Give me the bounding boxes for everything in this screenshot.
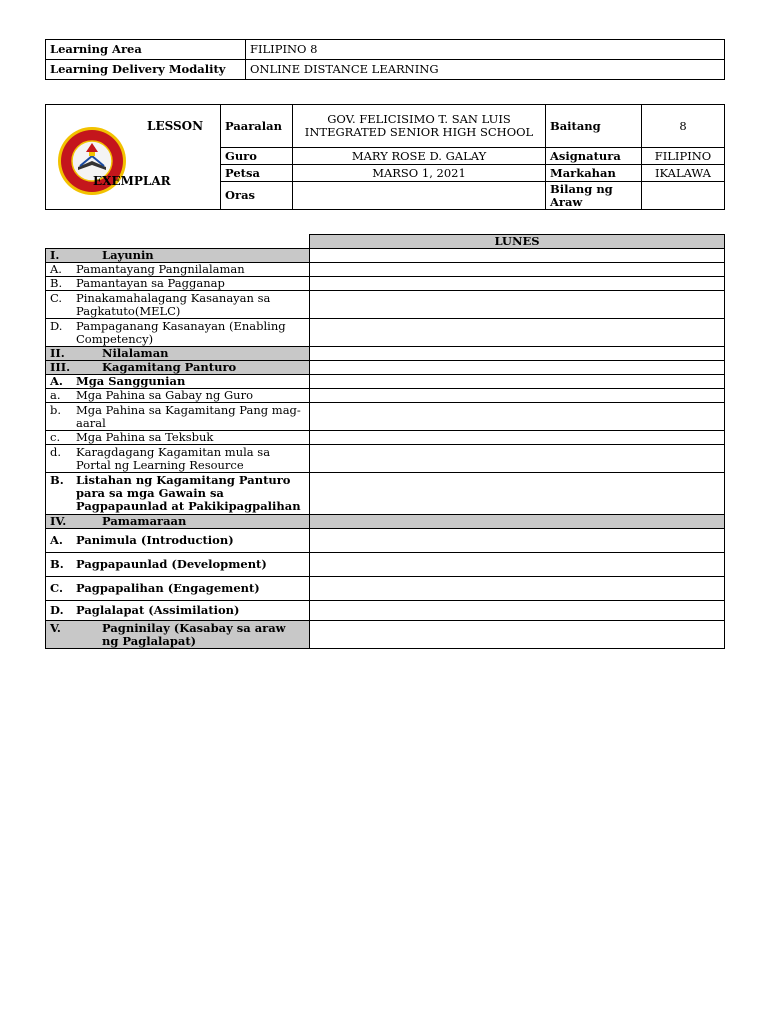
row-label: Mga Pahina sa Gabay ng Guro <box>76 388 253 402</box>
row-label: Pagpapaunlad (Development) <box>76 557 267 571</box>
modality-row <box>46 60 725 80</box>
row-label: Mga Pahina sa Teksbuk <box>76 430 214 444</box>
asignatura-label: Asignatura <box>546 148 642 165</box>
table-row <box>46 291 725 319</box>
modality-value: ONLINE DISTANCE LEARNING <box>246 60 725 80</box>
row-label: Pagninilay (Kasabay sa araw ng Paglalapat) <box>102 620 286 648</box>
row-label: Layunin <box>102 248 154 262</box>
table-row <box>46 263 725 277</box>
row-label: Pampaganang Kasanayan (Enabling Competency) <box>76 318 286 346</box>
table-row <box>46 249 725 263</box>
row-label: Paglalapat (Assimilation) <box>76 603 240 617</box>
row-num: D. <box>50 603 64 617</box>
row-num: IV. <box>50 514 67 528</box>
row-num: A. <box>50 533 63 547</box>
guro-label: Guro <box>221 148 293 165</box>
row-num: c. <box>50 430 61 444</box>
row-num: d. <box>50 444 62 459</box>
row-num: II. <box>50 346 65 360</box>
row-label: Pamantayan sa Pagganap <box>76 276 225 290</box>
lesson-exemplar-cell <box>46 105 221 210</box>
day-header-row <box>46 235 725 249</box>
oras-label: Oras <box>221 182 293 210</box>
table-row <box>46 621 725 649</box>
markahan-label: Markahan <box>546 165 642 182</box>
markahan-value: IKALAWA <box>642 165 725 182</box>
table-row <box>46 601 725 621</box>
row-num: B. <box>50 557 64 571</box>
petsa-value: MARSO 1, 2021 <box>293 165 546 182</box>
row-label: Kagamitang Panturo <box>102 360 237 374</box>
row-label: Pamantayang Pangnilalaman <box>76 262 245 276</box>
row-num: A. <box>50 262 62 276</box>
table-row <box>46 431 725 445</box>
table-row <box>46 553 725 577</box>
table-row <box>46 473 725 515</box>
row-num: a. <box>50 388 61 402</box>
learning-area-row <box>46 40 725 60</box>
lesson-info-table <box>45 104 725 210</box>
asignatura-value: FILIPINO <box>642 148 725 165</box>
table-row <box>46 319 725 347</box>
table-row <box>46 361 725 375</box>
lesson-plan-table <box>45 234 725 649</box>
row-label: Pinakamahalagang Kasanayan sa Pagkatuto(MELC) <box>76 290 271 318</box>
learning-area-value: FILIPINO 8 <box>246 40 725 60</box>
bilang-value <box>642 182 725 210</box>
row-label: Listahan ng Kagamitang Panturo para sa mga Gawain sa Pagpapaunlad at Pakikipagpalihan <box>76 473 301 513</box>
modality-label: Learning Delivery Modality <box>46 60 246 80</box>
row-label: Panimula (Introduction) <box>76 533 234 547</box>
exemplar-word: EXEMPLAR <box>93 174 171 188</box>
day-header-lunes: LUNES <box>310 235 725 249</box>
paaralan-label: Paaralan <box>221 105 293 148</box>
row-num: B. <box>50 276 63 290</box>
table-row <box>46 277 725 291</box>
baitang-value: 8 <box>642 105 725 148</box>
row-label: Mga Sanggunian <box>76 374 186 388</box>
guro-value: MARY ROSE D. GALAY <box>293 148 546 165</box>
row-num: A. <box>50 374 63 388</box>
row-label: Pamamaraan <box>102 514 187 528</box>
table-row <box>46 403 725 431</box>
baitang-label: Baitang <box>546 105 642 148</box>
table-row <box>46 375 725 389</box>
row-label: Pagpapalihan (Engagement) <box>76 581 260 595</box>
table-row <box>46 445 725 473</box>
row-num: b. <box>50 402 62 417</box>
table-row <box>46 529 725 553</box>
row-num: D. <box>50 318 63 333</box>
row-label: Karagdagang Kagamitan mula sa Portal ng Learning Resource <box>76 444 271 472</box>
row-num: B. <box>50 473 64 487</box>
row-label: Mga Pahina sa Kagamitang Pang mag-aaral <box>76 402 301 430</box>
table-row <box>46 577 725 601</box>
row-num: III. <box>50 360 71 374</box>
learning-area-label: Learning Area <box>46 40 246 60</box>
table-row <box>46 347 725 361</box>
table-row <box>46 515 725 529</box>
oras-value <box>293 182 546 210</box>
header-table <box>45 39 725 80</box>
bilang-label: Bilang ng Araw <box>546 182 642 210</box>
row-num: V. <box>50 620 61 635</box>
paaralan-value: GOV. FELICISIMO T. SAN LUIS INTEGRATED SENIOR HIGH SCHOOL <box>293 105 546 148</box>
row-num: I. <box>50 248 60 262</box>
row-label: Nilalaman <box>102 346 169 360</box>
row-num: C. <box>50 290 63 305</box>
petsa-label: Petsa <box>221 165 293 182</box>
row-num: C. <box>50 581 63 595</box>
table-row <box>46 389 725 403</box>
lesson-word: LESSON <box>147 119 204 133</box>
